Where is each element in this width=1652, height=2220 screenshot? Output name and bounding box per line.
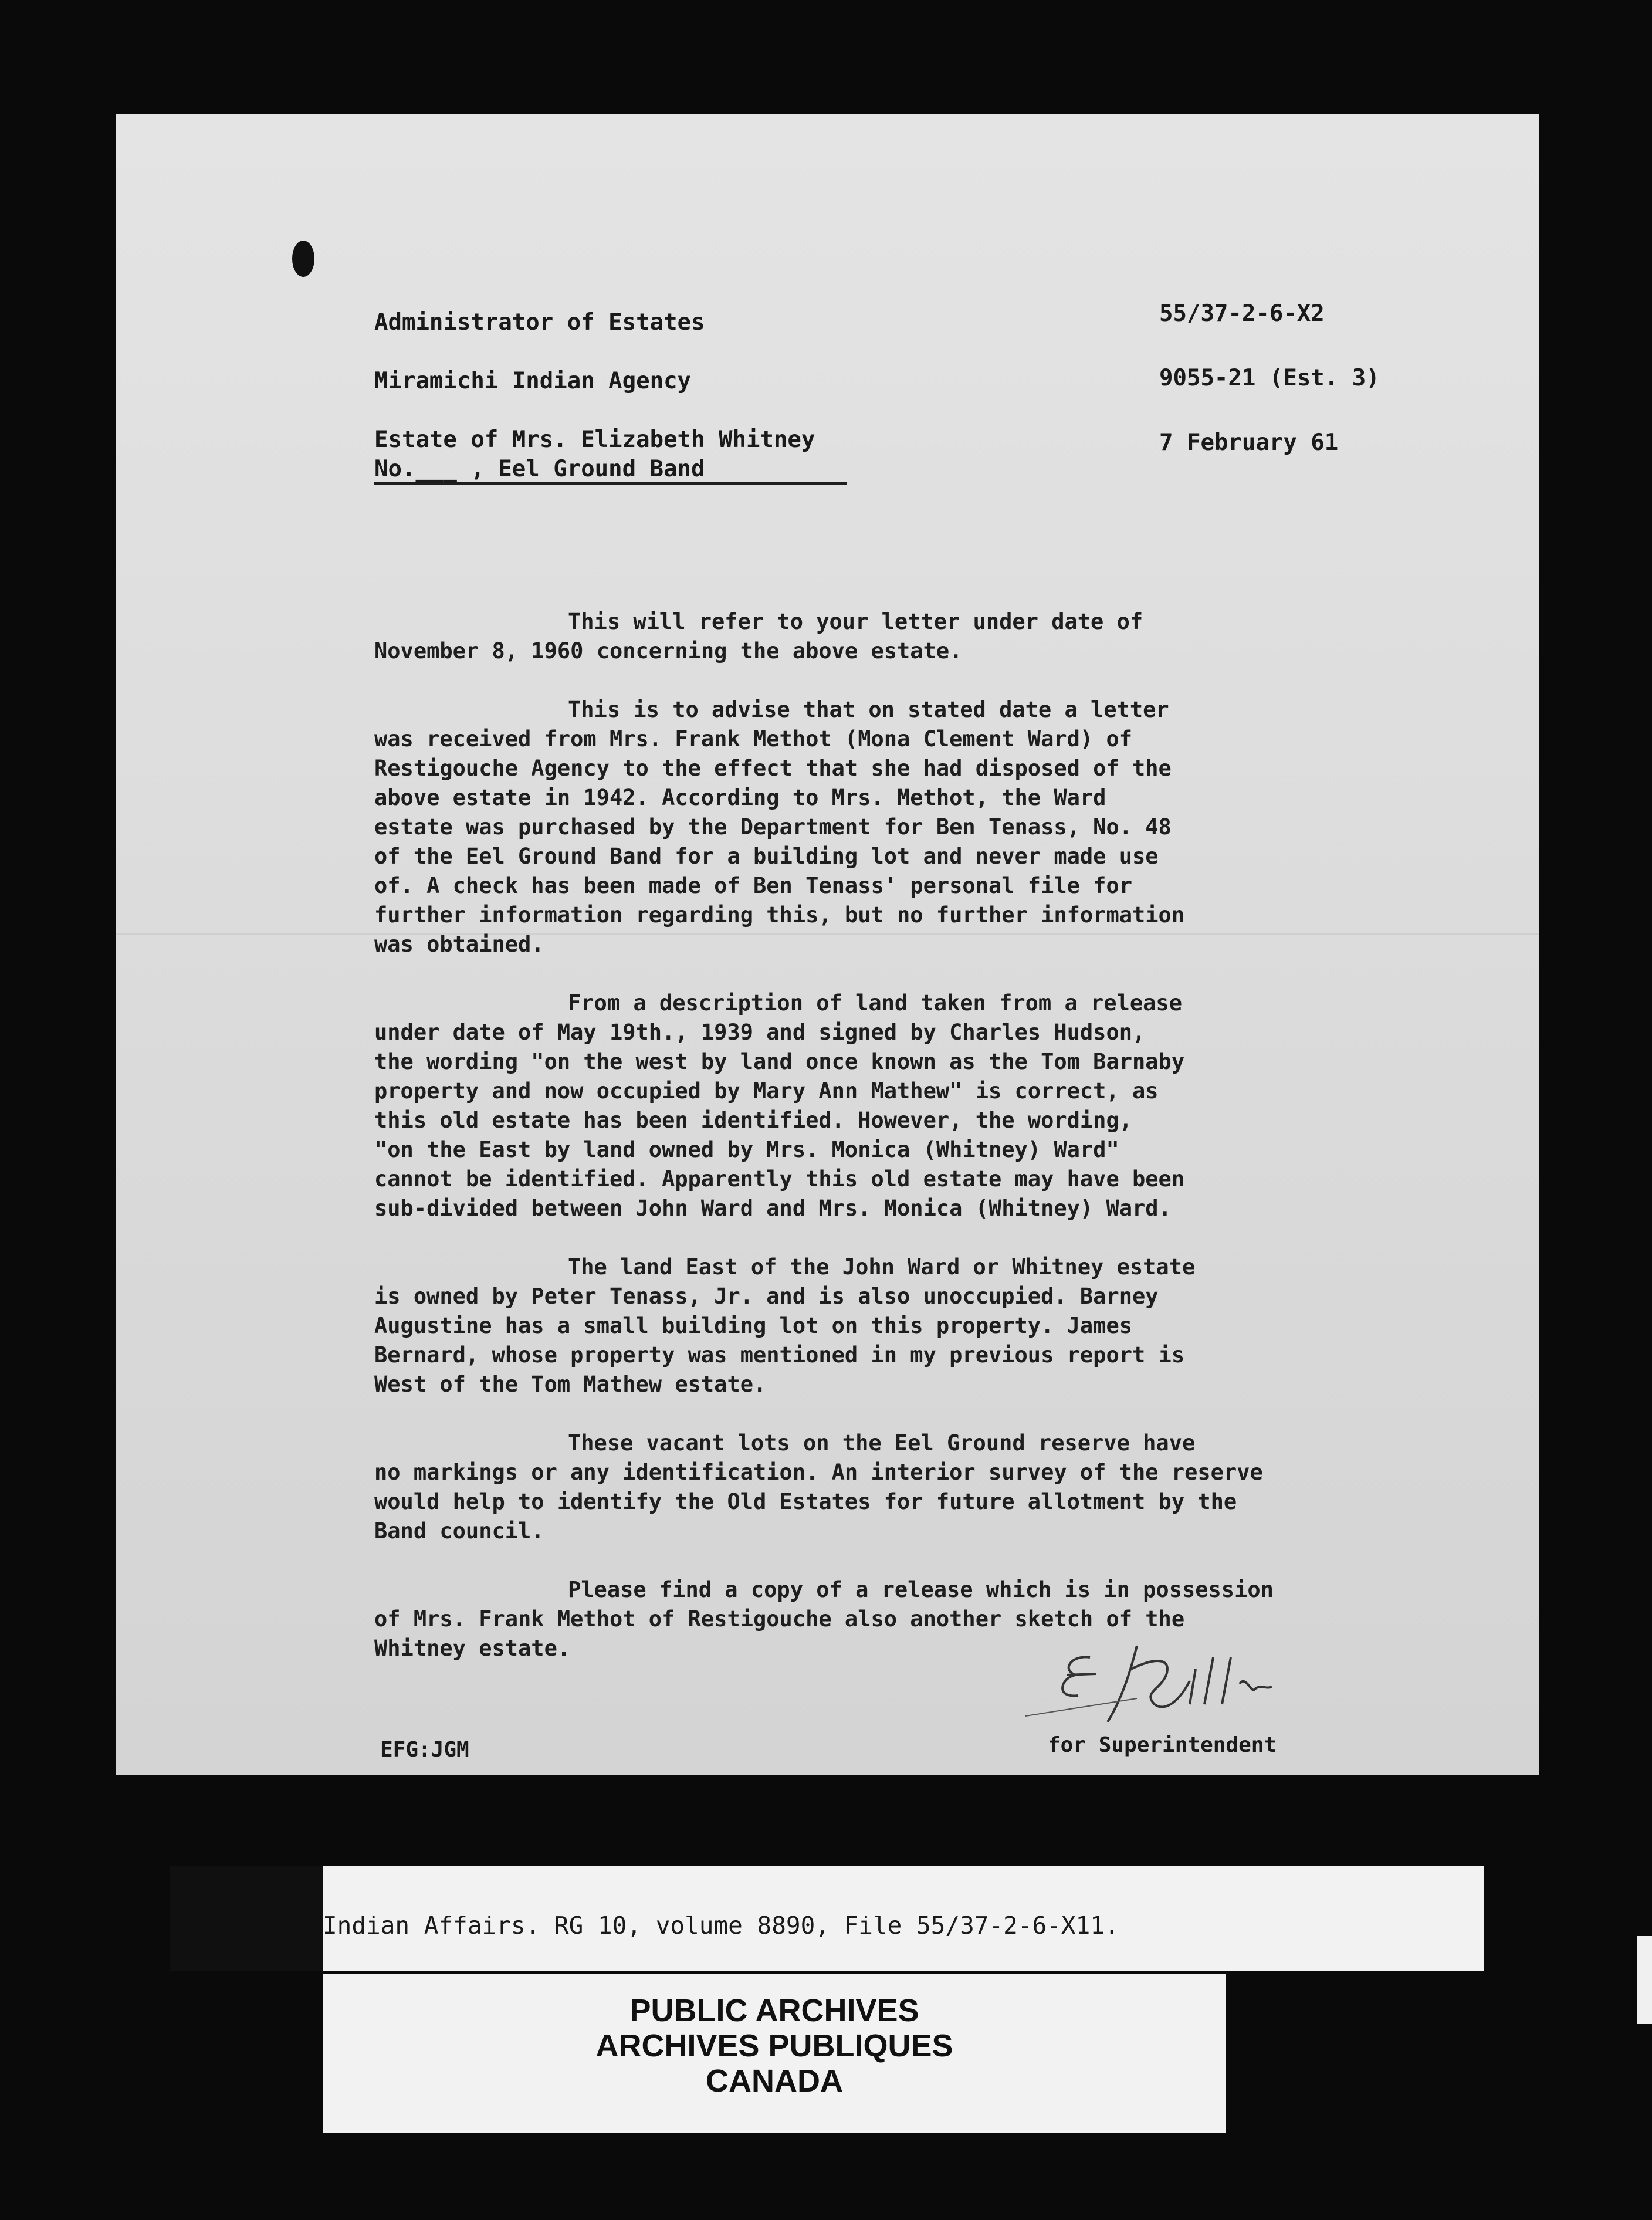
label-dark-tab (170, 1866, 323, 1971)
paragraph-3: From a description of land taken from a release under date of May 19th., 1939 and signed by Charles Hudson, the wording "on the west by land once known as the Tom Barnaby property and now occupied by Mary Ann Mathew" is correct, as this old estate has been identified. However, the wording, "on the East by land owned by Mrs. Monica (Whitney) Ward" cannot be identified. Apparently this old estate may have been sub-divided between John Ward and Mrs. Monica (Whitney) Ward. (374, 990, 1185, 1221)
paragraph-5: These vacant lots on the Eel Ground reserve have no markings or any identification. An interior survey of the reserve would help to identify the Old Estates for future allotment by the Band council. (374, 1430, 1263, 1544)
typist-initials: EFG:JGM (380, 1738, 469, 1762)
paragraph-2: This is to advise that on stated date a letter was received from Mrs. Frank Methot (Mona Clement Ward) of Restigouche Agency to the effect that she had disposed of the above estate in 1942. According to Mrs. Methot, the Ward estate was purchased by the Department for Ben Tenass, No. 48 of the Eel Ground Band for a building lot and never made use of. A check has been made of Ben Tenass' personal file for further information regarding this, but no further information was obtained. (374, 697, 1185, 957)
subject-underline (374, 482, 847, 485)
file-number: 55/37-2-6-X2 (1159, 300, 1325, 327)
letter-date: 7 February 61 (1159, 429, 1339, 456)
letter-page (116, 114, 1539, 1775)
paragraph-1: This will refer to your letter under date of November 8, 1960 concerning the above estate. (374, 609, 1143, 664)
agency-line: Miramichi Indian Agency (374, 368, 692, 394)
stamp-line-public-archives: PUBLIC ARCHIVES (629, 1993, 919, 2028)
paragraph-4: The land East of the John Ward or Whitney estate is owned by Peter Tenass, Jr. and is also unoccupied. Barney Augustine has a small building lot on this property. James Bernard, whose property was mentioned in my previous report is West of the Tom Mathew estate. (374, 1254, 1196, 1397)
estate-band-line: No.___ , Eel Ground Band (374, 456, 705, 482)
stamp-line-archives-publiques: ARCHIVES PUBLIQUES (595, 2028, 953, 2063)
handwritten-signature (1020, 1634, 1348, 1728)
recipient-line: Administrator of Estates (374, 309, 705, 336)
paragraph-6: Please find a copy of a release which is in possession of Mrs. Frank Methot of Restigouche also another sketch of the Whitney estate. (374, 1577, 1274, 1661)
scan-edge-mark (1637, 1936, 1652, 2024)
archives-stamp (323, 1974, 1226, 2133)
estate-subject-line: Estate of Mrs. Elizabeth Whitney (374, 427, 815, 453)
letter-body (374, 607, 1518, 1693)
signature-title: for Superintendent (1048, 1733, 1277, 1757)
punch-hole (292, 241, 314, 277)
stamp-line-canada: CANADA (706, 2063, 843, 2099)
reference-number: 9055-21 (Est. 3) (1159, 365, 1380, 391)
archive-citation: Indian Affairs. RG 10, volume 8890, File 55/37-2-6-X11. (323, 1911, 1119, 1940)
